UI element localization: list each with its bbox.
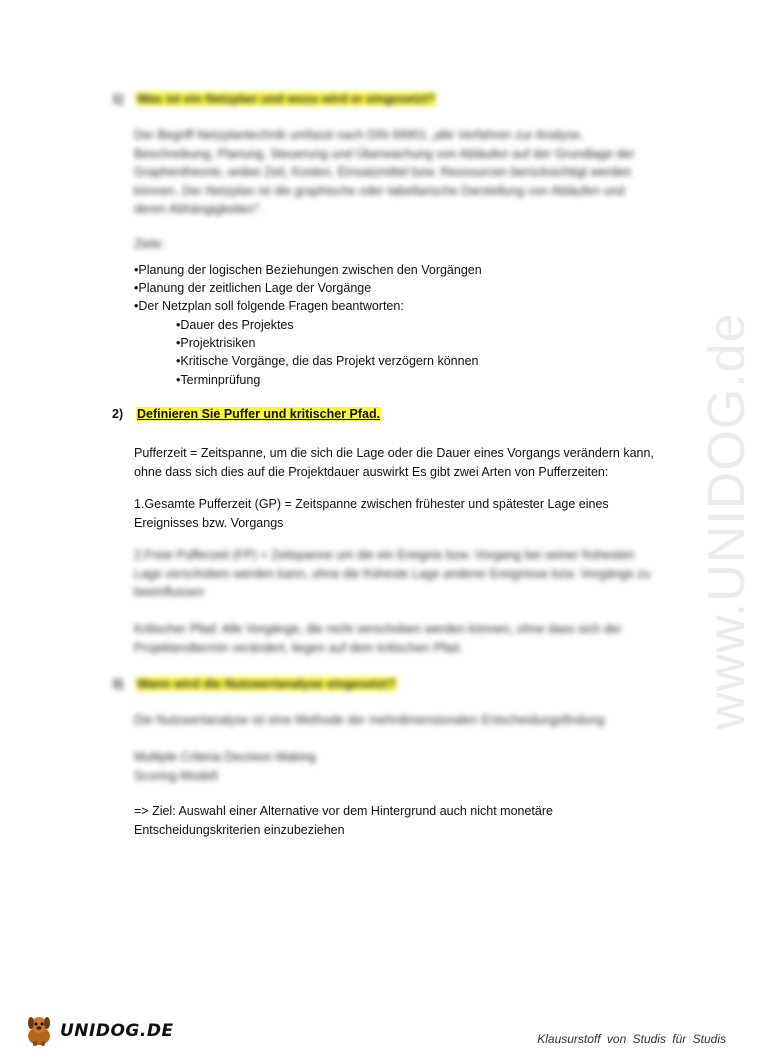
- fp-line: beeinflussen: [134, 585, 205, 599]
- alias-line: Scoring-Modell: [134, 768, 218, 783]
- bullet-item: •Planung der logischen Beziehungen zwischen den Vorgängen: [134, 263, 482, 277]
- brand-name: UNIDOG.DE: [60, 1021, 174, 1041]
- dog-mascot-icon: [22, 1014, 56, 1048]
- kp-line: Projektendtermin verändert, liegen auf dem kritischen Pfad.: [134, 640, 463, 655]
- section2-heading: [112, 407, 381, 421]
- definition-line: Graphentheorie, wobei Zeit, Kosten, Einsatzmittel bzw. Ressourcen berücksichtigt werden: [134, 165, 632, 179]
- nutzwertanalyse-goal: [134, 802, 553, 839]
- goals-label: Ziele:: [134, 237, 165, 251]
- nutzwertanalyse-aliases: [134, 748, 316, 785]
- footer-logo: [22, 1014, 174, 1048]
- kp-line: Kritischer Pfad: Alle Vorgänge, die nicht verschoben werden können, ohne dass sich der: [134, 622, 622, 636]
- pufferzeit-definition: [134, 444, 654, 481]
- gp-line: 1.Gesamte Pufferzeit (GP) = Zeitspanne zwischen frühester und spätester Lage eines: [134, 497, 609, 511]
- kritischer-pfad: [134, 620, 622, 657]
- fp-line: 2.Freie Pufferzeit (FP) = Zeitspanne um die ein Ereignis bzw. Vorgang bei seiner frühesten: [134, 548, 635, 562]
- pufferzeit-line: Pufferzeit = Zeitspanne, um die sich die Lage oder die Dauer eines Vorgangs verändern kann,: [134, 446, 654, 460]
- gesamte-pufferzeit: [134, 495, 609, 532]
- sub-bullet-item: •Terminprüfung: [176, 373, 261, 387]
- pufferzeit-line: ohne dass sich dies auf die Projektdauer auswirkt Es gibt zwei Arten von Pufferzeiten:: [134, 464, 609, 479]
- definition-line: deren Abhängigkeiten".: [134, 202, 263, 216]
- bullet-item: •Der Netzplan soll folgende Fragen beantworten:: [134, 299, 404, 313]
- goal-line: Entscheidungskriterien einzubeziehen: [134, 822, 345, 837]
- section3-title: Wann wird die Nutzwertanalyse eingesetzt?: [137, 677, 396, 691]
- fp-line: Lage verschoben werden kann, ohne die früheste Lage anderer Ereignisse bzw. Vorgänge zu: [134, 566, 651, 581]
- gp-line: Ereignisses bzw. Vorgangs: [134, 515, 284, 530]
- section1-number: 1): [112, 92, 124, 106]
- bullet-item: •Planung der zeitlichen Lage der Vorgänge: [134, 281, 372, 295]
- section1-heading: [112, 92, 436, 106]
- footer-slogan: Klausurstoff von Studis für Studis: [537, 1032, 726, 1046]
- section2-number: 2): [112, 407, 124, 421]
- sub-bullet-item: •Kritische Vorgänge, die das Projekt verzögern können: [176, 354, 479, 368]
- watermark: www.UNIDOG.de: [698, 312, 756, 730]
- goal-line: => Ziel: Auswahl einer Alternative vor dem Hintergrund auch nicht monetäre: [134, 804, 553, 818]
- definition-line: können. Der Netzplan ist die graphische oder tabellarische Darstellung von Abläufen und: [134, 183, 625, 198]
- section3-heading: [112, 677, 397, 691]
- sub-bullet-item: •Dauer des Projektes: [176, 318, 294, 332]
- definition-line: Der Begriff Netzplantechnik umfasst nach DIN 69901 „alle Verfahren zur Analyse,: [134, 128, 584, 142]
- nutzwertanalyse-definition: Die Nutzwertanalyse ist eine Methode der mehrdimensionalen Entscheidungsfindung: [134, 713, 605, 727]
- sub-bullet-item: •Projektrisiken: [176, 336, 256, 350]
- definition-line: Beschreibung, Planung, Steuerung und Überwachung von Abläufen auf der Grundlage der: [134, 146, 635, 161]
- section2-title: Definieren Sie Puffer und kritischer Pfad.: [137, 407, 381, 421]
- alias-line: Multiple Criteria Decision Making: [134, 750, 317, 764]
- section3-number: 3): [112, 677, 124, 691]
- section1-title: Was ist ein Netzplan und wozu wird er eingesetzt?: [137, 92, 436, 106]
- section1-definition: [134, 126, 634, 219]
- freie-pufferzeit: [134, 546, 650, 602]
